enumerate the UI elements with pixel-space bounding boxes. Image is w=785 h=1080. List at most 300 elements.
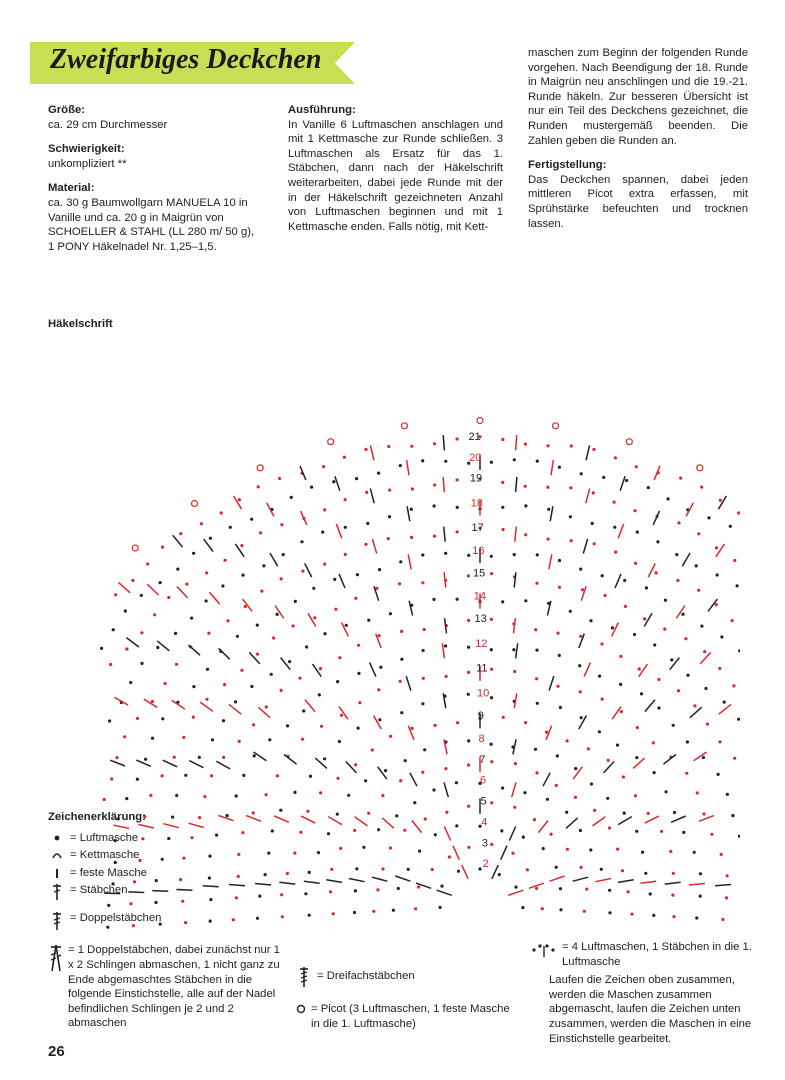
continuation-column (528, 46, 748, 241)
chain-stitch (240, 544, 243, 547)
chain-stitch (417, 885, 420, 888)
chain-stitch (318, 693, 321, 696)
chain-stitch (570, 444, 573, 447)
stitch-mark (645, 816, 659, 823)
stitch-mark (144, 699, 157, 707)
chain-stitch (621, 869, 624, 872)
chain-stitch (634, 562, 637, 565)
stitch-mark (301, 816, 315, 823)
chain-stitch (286, 872, 289, 875)
chain-stitch (723, 701, 726, 704)
chain-stitch (565, 811, 568, 814)
continuation-block (528, 46, 748, 148)
chain-stitch (444, 460, 447, 463)
chain-stitch (725, 896, 728, 899)
round-number: 5 (480, 795, 487, 808)
chain-stitch (607, 759, 610, 762)
chain-stitch (422, 649, 425, 652)
difficulty-heading: Schwierigkeit: (48, 143, 125, 156)
chain-stitch (614, 456, 617, 459)
chain-stitch (523, 791, 526, 794)
chain-stitch (706, 723, 709, 726)
legend-right (530, 940, 755, 1046)
stitch-mark (665, 882, 681, 884)
diagram-label: Häkelschrift (48, 318, 113, 330)
stitch-mark (538, 821, 548, 833)
chain-stitch (414, 907, 417, 910)
stitch-mark (620, 476, 625, 491)
chain-stitch (675, 553, 678, 556)
chain-stitch (377, 688, 380, 691)
chain-stitch (524, 599, 527, 602)
legend-text: = Picot (3 Luftmaschen, 1 feste Masche in die 1. Luftmasche) (311, 1003, 510, 1030)
stitch-mark (509, 827, 515, 841)
stitch-mark (584, 663, 590, 677)
chain-stitch (574, 796, 577, 799)
chain-stitch (579, 568, 582, 571)
finishing-block (528, 158, 748, 231)
chain-stitch (535, 582, 538, 585)
chain-stitch (715, 546, 718, 549)
chain-arc-icon (530, 940, 558, 958)
chain-stitch (456, 478, 459, 481)
stitch-mark (126, 638, 138, 647)
chain-stitch (364, 543, 367, 546)
chain-stitch (456, 437, 459, 440)
chain-stitch (550, 833, 553, 836)
chain-stitch (355, 477, 358, 480)
stitch-mark (689, 884, 705, 886)
stitch-mark (492, 865, 498, 879)
chain-stitch (272, 636, 275, 639)
chain-stitch (320, 725, 323, 728)
chain-stitch (633, 633, 636, 636)
chain-stitch (238, 740, 241, 743)
chain-stitch (512, 648, 515, 651)
chain-stitch (524, 533, 527, 536)
picot-mark (626, 439, 632, 445)
chain-stitch (696, 791, 699, 794)
chain-stitch (467, 671, 470, 674)
stitch-mark (173, 535, 183, 547)
chain-stitch (502, 528, 505, 531)
chain-stitch (456, 530, 459, 533)
chain-stitch (286, 724, 289, 727)
chain-stitch (294, 600, 297, 603)
stitch-mark (372, 539, 376, 554)
page-number: 26 (48, 1043, 65, 1060)
chain-stitch (653, 643, 656, 646)
stitch-mark (551, 460, 553, 475)
stitch-mark (270, 553, 278, 566)
chain-stitch (379, 666, 382, 669)
chain-stitch (656, 540, 659, 543)
chain-stitch (467, 554, 470, 557)
chain-stitch (490, 461, 493, 464)
page-title: Zweifarbiges Deckchen (50, 44, 322, 75)
stitch-mark (407, 460, 409, 475)
chain-stitch (236, 635, 239, 638)
material-text: ca. 30 g Baumwollgarn MANUELA 10 in Vanille und ca. 20 g in Maigrün von SCHOELLER & STAHL (LL 280 m/ 50 g), 1 PONY Häkelnadel Nr. 1,25–1,5. (48, 196, 255, 253)
chain-stitch (630, 913, 633, 916)
round-number: 16 (472, 544, 485, 557)
chain-stitch (456, 598, 459, 601)
size-heading: Größe: (48, 104, 86, 116)
chain-stitch (592, 448, 595, 451)
chain-stitch (652, 741, 655, 744)
chain-stitch (467, 619, 470, 622)
chain-stitch (384, 769, 387, 772)
chain-stitch (693, 704, 696, 707)
chain-stitch (112, 628, 115, 631)
chain-stitch (410, 508, 413, 511)
stitch-mark (633, 758, 645, 768)
chain-stitch (310, 486, 313, 489)
chain-stitch (410, 445, 413, 448)
round-number: 14 (473, 590, 487, 603)
chain-stitch (125, 647, 128, 650)
chain-stitch (280, 577, 283, 580)
chain-stitch (109, 663, 112, 666)
chain-stitch (422, 677, 425, 680)
chain-stitch (312, 587, 315, 590)
chain-stitch (729, 525, 732, 528)
stitch-mark (200, 702, 213, 711)
chain-stitch (673, 811, 676, 814)
chain-stitch (333, 578, 336, 581)
chain-stitch (732, 684, 735, 687)
stitch-mark (566, 818, 578, 828)
stitch-mark (715, 885, 731, 886)
round-number: 6 (479, 774, 487, 787)
chain-stitch (159, 581, 162, 584)
chain-stitch (490, 696, 493, 699)
stitch-mark (374, 716, 382, 729)
chain-stitch (144, 758, 147, 761)
chain-stitch (164, 682, 167, 685)
stitch-mark (407, 506, 410, 521)
chain-stitch (700, 625, 703, 628)
chain-stitch (490, 648, 493, 651)
stitch-mark (618, 524, 623, 538)
round-number: 17 (471, 522, 484, 535)
chain-stitch (547, 444, 550, 447)
chain-stitch (140, 662, 143, 665)
chain-stitch (623, 579, 626, 582)
chain-stitch (290, 496, 293, 499)
stitch-mark (700, 652, 711, 664)
chain-stitch (265, 705, 268, 708)
chain-stitch (332, 912, 335, 915)
chain-stitch (334, 608, 337, 611)
chain-stitch (209, 537, 212, 540)
chain-stitch (635, 830, 638, 833)
stitch-mark (110, 760, 125, 766)
chain-stitch (280, 523, 283, 526)
stitch-mark (157, 641, 169, 651)
chain-stitch (546, 798, 549, 801)
chain-stitch (378, 568, 381, 571)
chain-stitch (252, 723, 255, 726)
stitch-mark (444, 572, 446, 587)
stitch-mark (410, 773, 417, 787)
chain-stitch (672, 915, 675, 918)
chain-stitch (205, 599, 208, 602)
stitch-mark (326, 880, 342, 883)
chain-stitch (634, 794, 637, 797)
chain-stitch (265, 793, 268, 796)
chain-stitch (647, 812, 650, 815)
chain-stitch (624, 605, 627, 608)
stitch-mark (313, 664, 322, 677)
chain-stitch (313, 616, 316, 619)
execution-text: In Vanille 6 Luftmaschen anschlagen und mit 1 Kettmasche zur Runde schließen. 3 Luftmaschen als Ersatz für das 1. Stäbchen, dann nach der Häkelschrift weiterarbeiten, dabei jede Runde mit der in der Häkelschrift gezeichneten Anzahl von Luftmaschen beginnen und mit 1 Kettmasche enden. Falls nötig, mit Kett- (288, 118, 503, 233)
round-number: 7 (479, 753, 486, 766)
chain-stitch (676, 579, 679, 582)
chain-stitch (467, 739, 470, 742)
chain-stitch (404, 759, 407, 762)
chain-stitch (421, 553, 424, 556)
chain-stitch (559, 887, 562, 890)
chain-stitch (241, 574, 244, 577)
chain-stitch (433, 483, 436, 486)
stitch-mark (583, 539, 587, 554)
chain-stitch (717, 773, 720, 776)
stitch-mark (716, 544, 725, 557)
chain-stitch (580, 716, 583, 719)
stitch-mark (508, 890, 523, 895)
chain-stitch (336, 680, 339, 683)
chain-stitch (203, 795, 206, 798)
chain-stitch (301, 570, 304, 573)
chain-stitch (640, 692, 643, 695)
chain-stitch (223, 559, 226, 562)
chain-stitch (278, 477, 281, 480)
stitch-mark (136, 760, 151, 766)
picot-mark (328, 439, 334, 445)
single-crochet-icon (51, 866, 63, 880)
chain-stitch (566, 848, 569, 851)
chain-stitch (467, 805, 470, 808)
chain-stitch (308, 871, 311, 874)
chain-stitch (357, 644, 360, 647)
chain-stitch (721, 918, 724, 921)
stitch-mark (177, 587, 188, 598)
chain-stitch (513, 806, 516, 809)
chain-stitch (490, 618, 493, 621)
chain-stitch (467, 693, 470, 696)
chain-stitch (410, 536, 413, 539)
chain-stitch (703, 650, 706, 653)
chain-stitch (223, 683, 226, 686)
legend-item (295, 1002, 510, 1031)
chain-stitch (592, 491, 595, 494)
chain-stitch (330, 868, 333, 871)
chain-stitch (602, 476, 605, 479)
legend-heading: Zeichenerklärung: (48, 811, 146, 823)
chain-stitch (555, 866, 558, 869)
chain-stitch (501, 481, 504, 484)
chain-stitch (336, 777, 339, 780)
chain-stitch (559, 908, 562, 911)
stitch-mark (339, 707, 348, 720)
chain-stitch (327, 832, 330, 835)
stitch-mark (219, 648, 230, 659)
chain-stitch (432, 788, 435, 791)
stitch-mark (147, 584, 158, 595)
stitch-mark (395, 876, 410, 881)
stitch-mark (618, 817, 632, 825)
stitch-mark (204, 539, 213, 551)
legend-item (48, 911, 283, 931)
chain-stitch (293, 791, 296, 794)
chain-stitch (697, 589, 700, 592)
chain-stitch (715, 603, 718, 606)
chain-stitch (526, 868, 529, 871)
cluster-icon (48, 943, 64, 973)
stitch-mark (645, 700, 655, 712)
stitch-mark (612, 707, 621, 720)
chain-stitch (353, 829, 356, 832)
chain-stitch (522, 836, 525, 839)
chain-stitch (378, 634, 381, 637)
chain-stitch (581, 588, 584, 591)
chain-stitch (625, 479, 628, 482)
chain-stitch (270, 673, 273, 676)
stitch-mark (346, 762, 357, 773)
chain-stitch (511, 852, 514, 855)
legend-item (295, 966, 510, 988)
stitch-mark (304, 881, 320, 883)
chain-stitch (338, 656, 341, 659)
chain-stitch (707, 516, 710, 519)
chain-stitch (456, 506, 459, 509)
chain-stitch (555, 784, 558, 787)
chain-stitch (604, 594, 607, 597)
chain-stitch (736, 584, 739, 587)
chain-stitch (720, 635, 723, 638)
chain-stitch (319, 791, 322, 794)
chain-stitch (467, 846, 470, 849)
chain-stitch (546, 486, 549, 489)
chain-stitch (513, 458, 516, 461)
stitch-mark (339, 574, 345, 588)
stitch-mark (699, 816, 714, 822)
chain-stitch (524, 504, 527, 507)
chain-stitch (490, 801, 493, 804)
chain-stitch (345, 624, 348, 627)
chain-stitch (448, 855, 451, 858)
chain-stitch (501, 600, 504, 603)
round-number: 3 (481, 837, 489, 850)
continuation-text: maschen zum Beginn der folgenden Runde vorgehen. Nach Beendigung der 18. Runde in Maigrün neu anschlingen und die 19.-21. Runde häkeln. Zur besseren Übersicht ist nur ein Teil des Deckchens gezeichnet, die Runden mustergemäß beenden. Die Zahlen geben die Runden an. (528, 47, 748, 147)
stitch-mark (549, 554, 552, 569)
chain-stitch (123, 735, 126, 738)
chain-stitch (536, 460, 539, 463)
chain-stitch (179, 532, 182, 535)
chain-stitch (641, 851, 644, 854)
picot-mark (132, 545, 138, 551)
chain-stitch (524, 443, 527, 446)
chain-stitch (250, 685, 253, 688)
stitch-mark (349, 879, 365, 882)
chain-stitch (185, 583, 188, 586)
chain-stitch (222, 719, 225, 722)
stitch-mark (512, 782, 516, 797)
chain-stitch (140, 594, 143, 597)
chain-stitch (702, 756, 705, 759)
chain-stitch (371, 748, 374, 751)
chain-stitch (381, 794, 384, 797)
chain-stitch (445, 675, 448, 678)
chain-stitch (354, 597, 357, 600)
stitch-mark (328, 817, 342, 825)
stitch-mark (664, 755, 677, 765)
chain-stitch (354, 763, 357, 766)
chain-stitch (424, 817, 427, 820)
chain-stitch (720, 853, 723, 856)
chain-stitch (593, 542, 596, 545)
chain-stitch (309, 775, 312, 778)
chain-stitch (589, 619, 592, 622)
stitch-mark (372, 877, 387, 881)
chain-stitch (681, 613, 684, 616)
chain-stitch (353, 911, 356, 914)
chain-stitch (192, 552, 195, 555)
stitch-mark (243, 599, 253, 611)
finishing-heading: Fertigstellung: (528, 159, 607, 172)
chain-stitch (585, 888, 588, 891)
chain-stitch (672, 872, 675, 875)
chain-stitch (536, 553, 539, 556)
chain-stitch (376, 888, 379, 891)
chain-stitch (174, 632, 177, 635)
stitch-mark (516, 477, 517, 492)
stitch-mark (437, 890, 452, 895)
round-number: 2 (482, 858, 489, 871)
chain-stitch (737, 511, 740, 514)
treble-crochet-icon (51, 911, 63, 931)
chain-stitch (319, 667, 322, 670)
chain-stitch (182, 736, 185, 739)
chain-stitch (716, 573, 719, 576)
chain-stitch (535, 771, 538, 774)
chain-stitch (175, 794, 178, 797)
stitch-mark (640, 881, 656, 883)
chain-stitch (322, 465, 325, 468)
chain-stitch (608, 911, 611, 914)
stitch-mark (514, 618, 516, 633)
stitch-mark (336, 524, 341, 538)
chain-stitch (478, 867, 481, 870)
chain-stitch (501, 506, 504, 509)
chain-stitch (407, 868, 410, 871)
chain-stitch (398, 582, 401, 585)
picot-mark (257, 465, 263, 471)
chain-stitch (490, 572, 493, 575)
chain-stitch (151, 700, 154, 703)
chain-stitch (574, 767, 577, 770)
chain-stitch (211, 738, 214, 741)
chain-stitch (259, 531, 262, 534)
stitch-mark (305, 700, 315, 712)
round-number: 20 (469, 451, 482, 464)
chain-stitch (234, 700, 237, 703)
chain-stitch (129, 681, 132, 684)
legend-item (48, 866, 283, 881)
chain-stitch (206, 668, 209, 671)
chain-stitch (423, 628, 426, 631)
